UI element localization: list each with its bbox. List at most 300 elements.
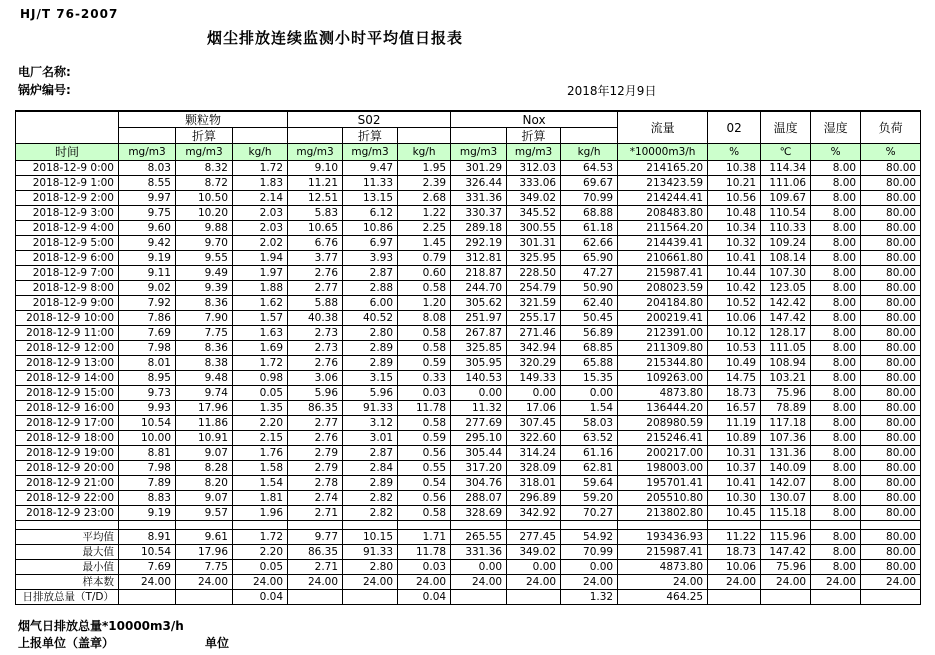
value-cell: 8.95 xyxy=(119,371,176,386)
value-cell: 1.96 xyxy=(233,506,288,521)
value-cell: 325.95 xyxy=(507,251,561,266)
value-cell: 9.42 xyxy=(119,236,176,251)
table-row xyxy=(16,311,921,326)
value-cell: 75.96 xyxy=(761,560,811,575)
blank-cell xyxy=(233,128,288,144)
value-cell: 2.02 xyxy=(233,236,288,251)
value-cell: 136444.20 xyxy=(618,401,708,416)
value-cell: 80.00 xyxy=(861,326,921,341)
unit-nox-mgm3: mg/m3 xyxy=(451,144,507,161)
value-cell: 0.59 xyxy=(398,356,451,371)
value-cell: 142.07 xyxy=(761,476,811,491)
value-cell: 0.58 xyxy=(398,281,451,296)
value-cell: 8.00 xyxy=(811,341,861,356)
time-header-blank xyxy=(16,111,119,144)
row-label: 最大值 xyxy=(16,545,119,560)
value-cell: 267.87 xyxy=(451,326,507,341)
value-cell: 11.33 xyxy=(343,176,398,191)
value-cell: 2.82 xyxy=(343,506,398,521)
value-cell: 317.20 xyxy=(451,461,507,476)
value-cell: 80.00 xyxy=(861,446,921,461)
value-cell: 1.22 xyxy=(398,206,451,221)
value-cell: 50.45 xyxy=(561,311,618,326)
table-row xyxy=(16,431,921,446)
unit-so2-mgm3: mg/m3 xyxy=(288,144,343,161)
value-cell: 9.10 xyxy=(288,161,343,176)
value-cell: 2.76 xyxy=(288,356,343,371)
value-cell: 345.52 xyxy=(507,206,561,221)
value-cell: 7.98 xyxy=(119,341,176,356)
value-cell: 205510.80 xyxy=(618,491,708,506)
value-cell: 208980.59 xyxy=(618,416,708,431)
value-cell: 147.42 xyxy=(761,311,811,326)
table-row xyxy=(16,161,921,176)
value-cell: 8.08 xyxy=(398,311,451,326)
row-label: 日排放总量（T/D） xyxy=(16,590,119,605)
value-cell: 80.00 xyxy=(861,431,921,446)
value-cell: 8.20 xyxy=(176,476,233,491)
row-label: 2018-12-9 12:00 xyxy=(16,341,119,356)
table-row xyxy=(16,446,921,461)
unit-nox-converted-mgm3: mg/m3 xyxy=(507,144,561,161)
value-cell: 0.55 xyxy=(398,461,451,476)
value-cell: 8.36 xyxy=(176,341,233,356)
value-cell xyxy=(288,590,343,605)
value-cell: 40.52 xyxy=(343,311,398,326)
row-label: 2018-12-9 8:00 xyxy=(16,281,119,296)
value-cell: 1.83 xyxy=(233,176,288,191)
value-cell: 1.57 xyxy=(233,311,288,326)
pm-converted-label: 折算 xyxy=(176,128,233,144)
value-cell: 10.49 xyxy=(708,356,761,371)
table-row xyxy=(16,236,921,251)
value-cell: 64.53 xyxy=(561,161,618,176)
value-cell: 2.82 xyxy=(343,491,398,506)
value-cell: 108.94 xyxy=(761,356,811,371)
standard-code: HJ/T 76-2007 xyxy=(20,7,119,21)
value-cell: 0.60 xyxy=(398,266,451,281)
value-cell: 2.78 xyxy=(288,476,343,491)
row-label: 2018-12-9 9:00 xyxy=(16,296,119,311)
value-cell: 86.35 xyxy=(288,545,343,560)
value-cell: 2.87 xyxy=(343,446,398,461)
value-cell: 24.00 xyxy=(861,575,921,590)
value-cell: 8.00 xyxy=(811,386,861,401)
row-label: 2018-12-9 16:00 xyxy=(16,401,119,416)
group-load: 负荷 xyxy=(861,111,921,144)
value-cell: 8.00 xyxy=(811,296,861,311)
value-cell: 8.00 xyxy=(811,371,861,386)
table-row xyxy=(16,326,921,341)
value-cell: 47.27 xyxy=(561,266,618,281)
value-cell: 80.00 xyxy=(861,161,921,176)
group-nox: Nox xyxy=(451,111,618,128)
value-cell: 9.57 xyxy=(176,506,233,521)
value-cell: 7.75 xyxy=(176,560,233,575)
value-cell: 3.77 xyxy=(288,251,343,266)
value-cell: 228.50 xyxy=(507,266,561,281)
value-cell: 10.48 xyxy=(708,206,761,221)
value-cell: 9.39 xyxy=(176,281,233,296)
value-cell: 111.06 xyxy=(761,176,811,191)
value-cell: 7.69 xyxy=(119,326,176,341)
value-cell: 110.54 xyxy=(761,206,811,221)
value-cell: 8.00 xyxy=(811,206,861,221)
value-cell: 10.12 xyxy=(708,326,761,341)
value-cell: 8.00 xyxy=(811,530,861,545)
value-cell: 17.96 xyxy=(176,401,233,416)
value-cell: 2.73 xyxy=(288,326,343,341)
value-cell: 9.19 xyxy=(119,251,176,266)
value-cell: 8.00 xyxy=(811,281,861,296)
value-cell: 331.36 xyxy=(451,191,507,206)
header-row-units xyxy=(16,144,921,161)
value-cell: 58.03 xyxy=(561,416,618,431)
value-cell: 8.00 xyxy=(811,476,861,491)
monitoring-table xyxy=(15,110,921,605)
value-cell: 1.72 xyxy=(233,161,288,176)
value-cell: 9.60 xyxy=(119,221,176,236)
value-cell: 111.05 xyxy=(761,341,811,356)
flue-gas-total-label: 烟气日排放总量*10000m3/h xyxy=(18,619,184,633)
value-cell: 212391.00 xyxy=(618,326,708,341)
value-cell: 10.41 xyxy=(708,251,761,266)
value-cell: 130.07 xyxy=(761,491,811,506)
value-cell: 2.80 xyxy=(343,326,398,341)
value-cell: 0.59 xyxy=(398,431,451,446)
group-so2: S02 xyxy=(288,111,451,128)
group-flow: 流量 xyxy=(618,111,708,144)
group-pm: 颗粒物 xyxy=(119,111,288,128)
value-cell: 9.97 xyxy=(119,191,176,206)
value-cell: 68.85 xyxy=(561,341,618,356)
value-cell: 80.00 xyxy=(861,266,921,281)
value-cell: 2.88 xyxy=(343,281,398,296)
value-cell: 305.95 xyxy=(451,356,507,371)
value-cell: 62.66 xyxy=(561,236,618,251)
value-cell: 0.98 xyxy=(233,371,288,386)
value-cell: 110.33 xyxy=(761,221,811,236)
value-cell: 24.00 xyxy=(233,575,288,590)
report-unit-label: 上报单位（盖章） xyxy=(18,636,115,650)
value-cell: 7.75 xyxy=(176,326,233,341)
value-cell: 215246.41 xyxy=(618,431,708,446)
value-cell: 140.09 xyxy=(761,461,811,476)
value-cell: 198003.00 xyxy=(618,461,708,476)
value-cell: 7.98 xyxy=(119,461,176,476)
value-cell: 10.50 xyxy=(176,191,233,206)
value-cell: 80.00 xyxy=(861,560,921,575)
plant-name-label: 电厂名称: xyxy=(18,65,71,79)
value-cell: 333.06 xyxy=(507,176,561,191)
value-cell: 142.42 xyxy=(761,296,811,311)
value-cell: 342.94 xyxy=(507,341,561,356)
value-cell: 2.03 xyxy=(233,221,288,236)
value-cell: 10.06 xyxy=(708,560,761,575)
value-cell: 10.54 xyxy=(119,416,176,431)
unit-nox-kgh: kg/h xyxy=(561,144,618,161)
unit-so2-kgh: kg/h xyxy=(398,144,451,161)
value-cell: 80.00 xyxy=(861,176,921,191)
blank-cell xyxy=(288,128,343,144)
value-cell: 2.71 xyxy=(288,560,343,575)
value-cell: 8.91 xyxy=(119,530,176,545)
row-label: 2018-12-9 13:00 xyxy=(16,356,119,371)
value-cell: 8.00 xyxy=(811,236,861,251)
row-label: 2018-12-9 2:00 xyxy=(16,191,119,206)
value-cell: 2.14 xyxy=(233,191,288,206)
table-row xyxy=(16,176,921,191)
value-cell: 103.21 xyxy=(761,371,811,386)
value-cell: 0.33 xyxy=(398,371,451,386)
value-cell xyxy=(811,590,861,605)
unit-pm-mgm3: mg/m3 xyxy=(119,144,176,161)
value-cell: 10.31 xyxy=(708,446,761,461)
value-cell: 80.00 xyxy=(861,356,921,371)
value-cell: 107.30 xyxy=(761,266,811,281)
value-cell: 80.00 xyxy=(861,371,921,386)
value-cell: 9.93 xyxy=(119,401,176,416)
so2-converted-label: 折算 xyxy=(343,128,398,144)
value-cell: 80.00 xyxy=(861,461,921,476)
value-cell: 13.15 xyxy=(343,191,398,206)
value-cell: 1.94 xyxy=(233,251,288,266)
value-cell: 80.00 xyxy=(861,251,921,266)
value-cell: 349.02 xyxy=(507,191,561,206)
value-cell: 321.59 xyxy=(507,296,561,311)
page-title: 烟尘排放连续监测小时平均值日报表 xyxy=(207,29,464,47)
group-o2: 02 xyxy=(708,111,761,144)
value-cell: 277.45 xyxy=(507,530,561,545)
value-cell: 8.00 xyxy=(811,560,861,575)
value-cell: 10.89 xyxy=(708,431,761,446)
value-cell: 5.83 xyxy=(288,206,343,221)
value-cell: 0.58 xyxy=(398,506,451,521)
value-cell: 59.64 xyxy=(561,476,618,491)
value-cell: 8.00 xyxy=(811,545,861,560)
value-cell: 63.52 xyxy=(561,431,618,446)
value-cell: 11.86 xyxy=(176,416,233,431)
value-cell: 0.00 xyxy=(561,386,618,401)
value-cell: 4873.80 xyxy=(618,386,708,401)
row-label: 2018-12-9 18:00 xyxy=(16,431,119,446)
value-cell: 2.73 xyxy=(288,341,343,356)
value-cell: 10.32 xyxy=(708,236,761,251)
value-cell: 2.71 xyxy=(288,506,343,521)
value-cell: 8.38 xyxy=(176,356,233,371)
value-cell: 1.69 xyxy=(233,341,288,356)
value-cell: 328.69 xyxy=(451,506,507,521)
value-cell: 2.25 xyxy=(398,221,451,236)
value-cell: 80.00 xyxy=(861,401,921,416)
value-cell: 8.00 xyxy=(811,176,861,191)
value-cell: 15.35 xyxy=(561,371,618,386)
value-cell: 2.74 xyxy=(288,491,343,506)
value-cell: 11.21 xyxy=(288,176,343,191)
value-cell: 2.89 xyxy=(343,341,398,356)
value-cell xyxy=(708,590,761,605)
summary-row xyxy=(16,545,921,560)
value-cell: 255.17 xyxy=(507,311,561,326)
value-cell: 254.79 xyxy=(507,281,561,296)
table-row xyxy=(16,356,921,371)
value-cell xyxy=(451,590,507,605)
value-cell: 10.21 xyxy=(708,176,761,191)
value-cell: 193436.93 xyxy=(618,530,708,545)
value-cell: 2.77 xyxy=(288,416,343,431)
value-cell: 10.34 xyxy=(708,221,761,236)
value-cell xyxy=(861,590,921,605)
row-label: 2018-12-9 6:00 xyxy=(16,251,119,266)
empty-row xyxy=(16,521,921,530)
value-cell: 128.17 xyxy=(761,326,811,341)
value-cell: 5.88 xyxy=(288,296,343,311)
value-cell: 3.01 xyxy=(343,431,398,446)
value-cell: 312.03 xyxy=(507,161,561,176)
value-cell: 0.04 xyxy=(233,590,288,605)
value-cell: 115.18 xyxy=(761,506,811,521)
value-cell: 61.18 xyxy=(561,221,618,236)
value-cell: 10.20 xyxy=(176,206,233,221)
value-cell: 8.00 xyxy=(811,221,861,236)
value-cell: 80.00 xyxy=(861,341,921,356)
table-row xyxy=(16,371,921,386)
summary-rows xyxy=(16,530,921,605)
value-cell: 0.00 xyxy=(507,560,561,575)
blank-cell xyxy=(398,128,451,144)
value-cell: 80.00 xyxy=(861,296,921,311)
value-cell: 109.24 xyxy=(761,236,811,251)
value-cell: 9.19 xyxy=(119,506,176,521)
group-temperature: 温度 xyxy=(761,111,811,144)
row-label: 2018-12-9 14:00 xyxy=(16,371,119,386)
value-cell: 1.54 xyxy=(561,401,618,416)
value-cell: 123.05 xyxy=(761,281,811,296)
value-cell: 218.87 xyxy=(451,266,507,281)
value-cell: 8.83 xyxy=(119,491,176,506)
value-cell: 320.29 xyxy=(507,356,561,371)
summary-row xyxy=(16,530,921,545)
table-row xyxy=(16,341,921,356)
value-cell: 1.72 xyxy=(233,356,288,371)
summary-row xyxy=(16,590,921,605)
value-cell: 304.76 xyxy=(451,476,507,491)
value-cell: 80.00 xyxy=(861,476,921,491)
value-cell: 301.29 xyxy=(451,161,507,176)
value-cell: 7.92 xyxy=(119,296,176,311)
value-cell: 200219.41 xyxy=(618,311,708,326)
header-row-groups xyxy=(16,111,921,128)
value-cell: 277.69 xyxy=(451,416,507,431)
value-cell: 18.73 xyxy=(708,386,761,401)
value-cell: 10.37 xyxy=(708,461,761,476)
value-cell: 1.95 xyxy=(398,161,451,176)
value-cell: 215987.41 xyxy=(618,545,708,560)
value-cell: 10.42 xyxy=(708,281,761,296)
value-cell: 208483.80 xyxy=(618,206,708,221)
unit-flow: *10000m3/h xyxy=(618,144,708,161)
value-cell xyxy=(176,590,233,605)
value-cell: 8.32 xyxy=(176,161,233,176)
value-cell: 265.55 xyxy=(451,530,507,545)
value-cell: 24.00 xyxy=(451,575,507,590)
value-cell: 8.00 xyxy=(811,326,861,341)
value-cell: 131.36 xyxy=(761,446,811,461)
summary-row xyxy=(16,560,921,575)
row-label: 2018-12-9 19:00 xyxy=(16,446,119,461)
group-humidity: 湿度 xyxy=(811,111,861,144)
value-cell: 10.44 xyxy=(708,266,761,281)
value-cell: 6.97 xyxy=(343,236,398,251)
row-label: 平均值 xyxy=(16,530,119,545)
value-cell: 149.33 xyxy=(507,371,561,386)
value-cell: 11.32 xyxy=(451,401,507,416)
value-cell: 1.81 xyxy=(233,491,288,506)
value-cell: 211309.80 xyxy=(618,341,708,356)
value-cell: 2.84 xyxy=(343,461,398,476)
value-cell: 24.00 xyxy=(398,575,451,590)
value-cell: 0.56 xyxy=(398,446,451,461)
value-cell: 210661.80 xyxy=(618,251,708,266)
value-cell: 17.06 xyxy=(507,401,561,416)
value-cell: 9.07 xyxy=(176,491,233,506)
row-label: 样本数 xyxy=(16,575,119,590)
value-cell: 9.07 xyxy=(176,446,233,461)
value-cell: 10.91 xyxy=(176,431,233,446)
value-cell: 296.89 xyxy=(507,491,561,506)
value-cell xyxy=(507,590,561,605)
value-cell: 40.38 xyxy=(288,311,343,326)
value-cell: 8.03 xyxy=(119,161,176,176)
value-cell: 10.53 xyxy=(708,341,761,356)
summary-row xyxy=(16,575,921,590)
value-cell: 10.41 xyxy=(708,476,761,491)
value-cell: 5.96 xyxy=(343,386,398,401)
value-cell: 6.00 xyxy=(343,296,398,311)
value-cell: 8.00 xyxy=(811,191,861,206)
value-cell: 1.32 xyxy=(561,590,618,605)
row-label: 2018-12-9 11:00 xyxy=(16,326,119,341)
value-cell: 214165.20 xyxy=(618,161,708,176)
value-cell: 318.01 xyxy=(507,476,561,491)
value-cell: 0.03 xyxy=(398,560,451,575)
table-row xyxy=(16,266,921,281)
value-cell: 109263.00 xyxy=(618,371,708,386)
value-cell: 80.00 xyxy=(861,191,921,206)
value-cell: 326.44 xyxy=(451,176,507,191)
value-cell: 80.00 xyxy=(861,221,921,236)
value-cell: 80.00 xyxy=(861,386,921,401)
value-cell: 65.90 xyxy=(561,251,618,266)
table-row xyxy=(16,296,921,311)
value-cell: 10.52 xyxy=(708,296,761,311)
value-cell: 208023.59 xyxy=(618,281,708,296)
value-cell: 292.19 xyxy=(451,236,507,251)
table-row xyxy=(16,461,921,476)
value-cell: 305.44 xyxy=(451,446,507,461)
row-label: 2018-12-9 0:00 xyxy=(16,161,119,176)
blank-cell xyxy=(119,128,176,144)
value-cell: 10.86 xyxy=(343,221,398,236)
row-label: 最小值 xyxy=(16,560,119,575)
row-label: 2018-12-9 20:00 xyxy=(16,461,119,476)
value-cell: 9.70 xyxy=(176,236,233,251)
value-cell: 0.00 xyxy=(561,560,618,575)
row-label: 2018-12-9 7:00 xyxy=(16,266,119,281)
value-cell: 2.03 xyxy=(233,206,288,221)
blank-cell xyxy=(561,128,618,144)
value-cell: 312.81 xyxy=(451,251,507,266)
